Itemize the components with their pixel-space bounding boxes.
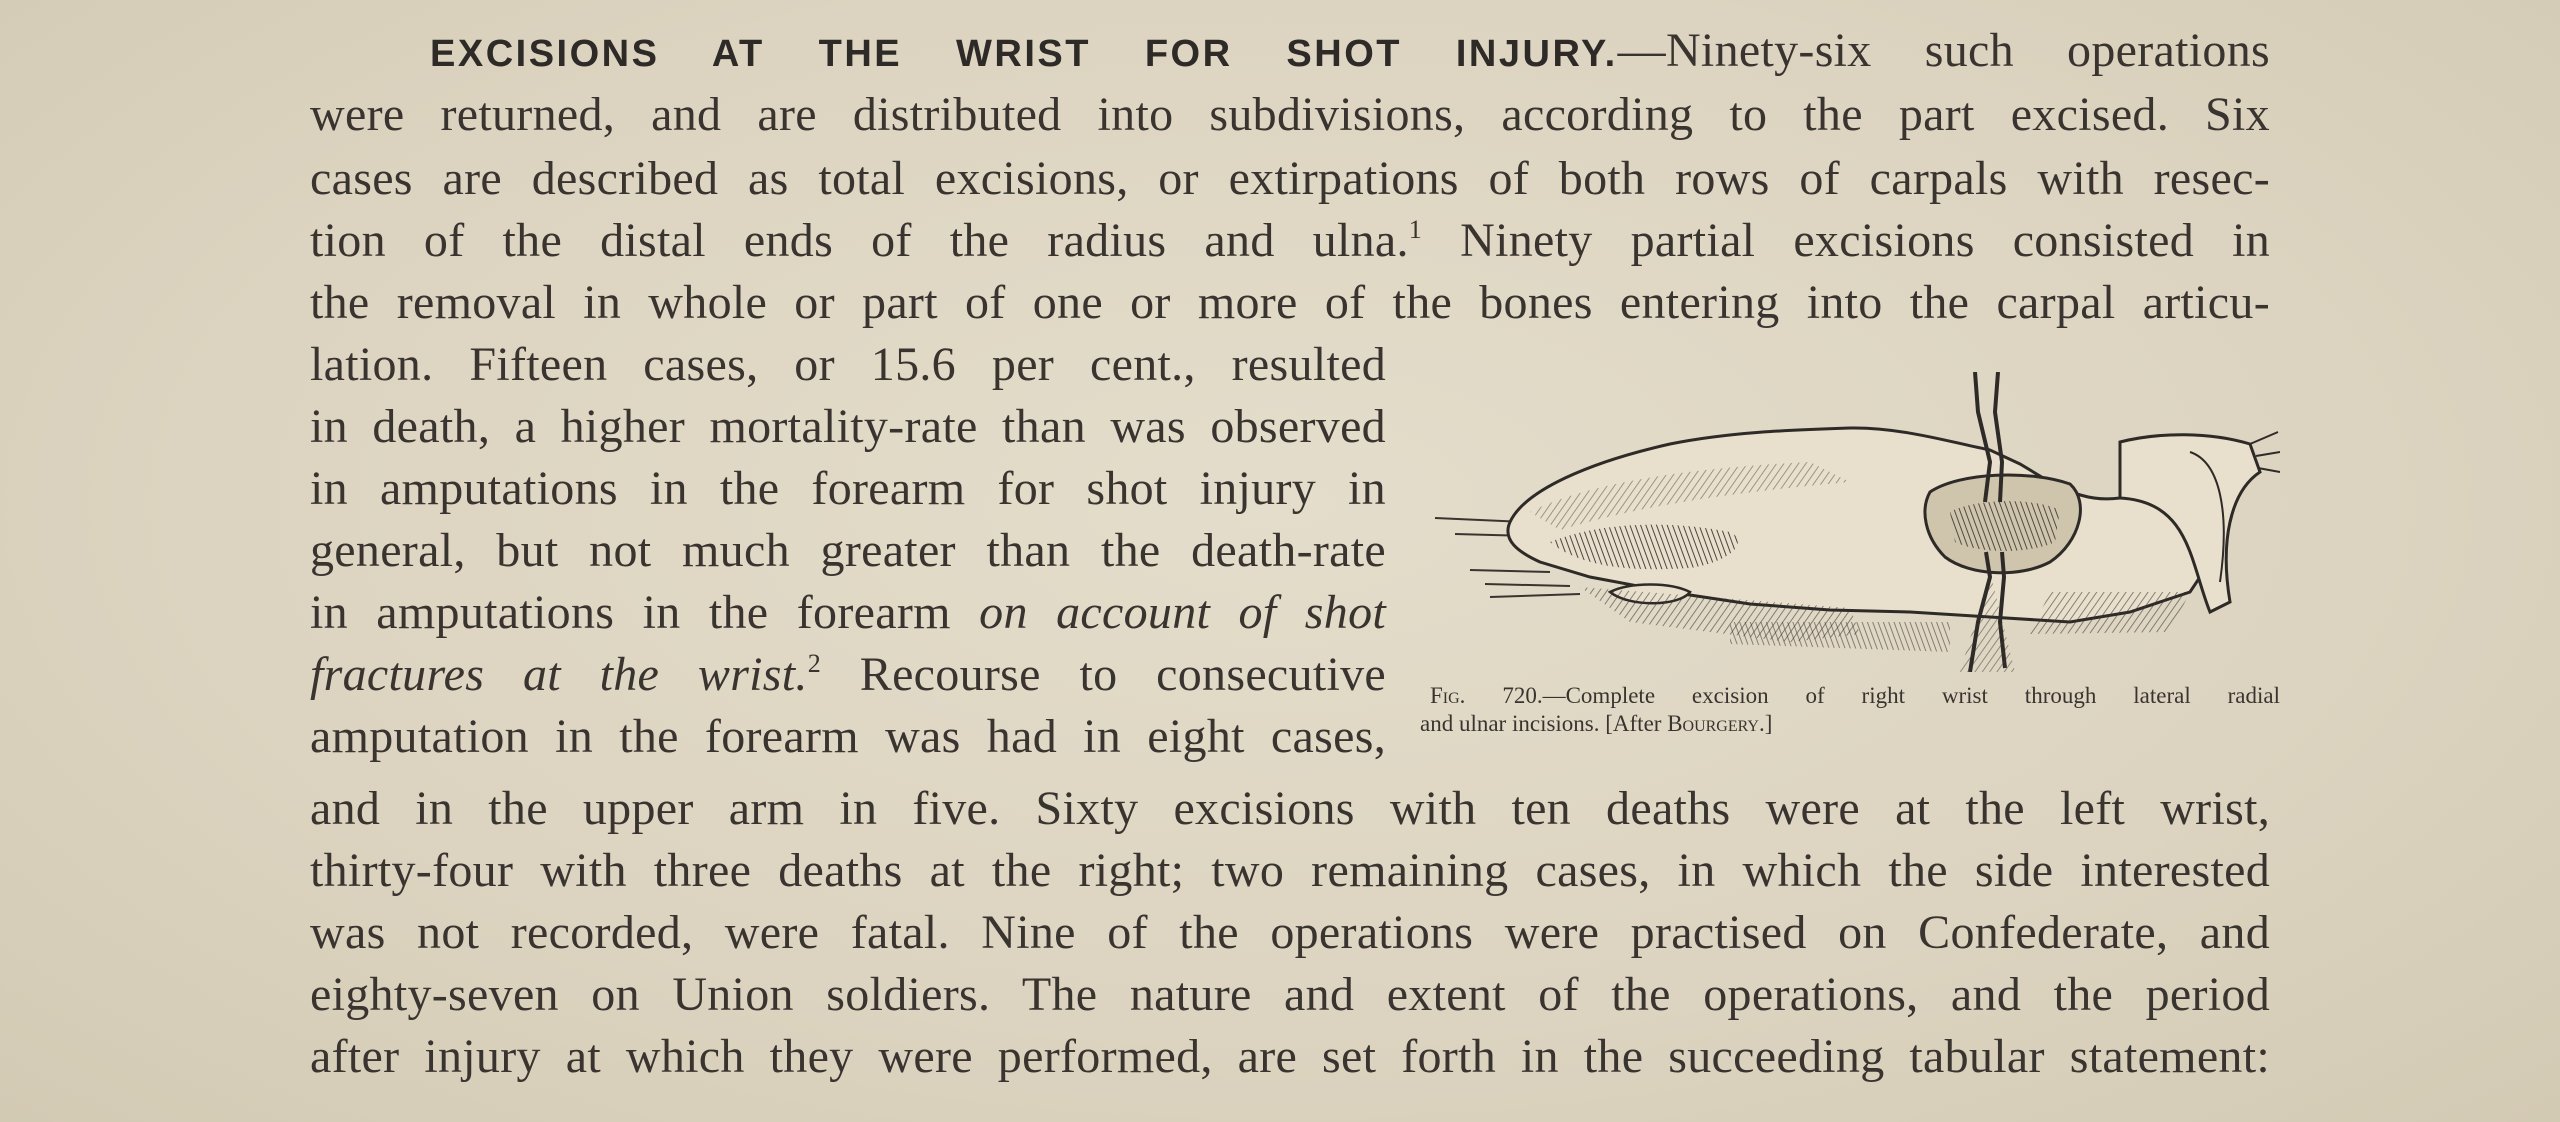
- text-line-2: were returned, and are distributed into subdivisions, according to the part excised. Six: [310, 88, 2270, 141]
- text-line-16: eighty-seven on Union soldiers. The nature and extent of the operations, and the period: [310, 968, 2270, 1021]
- text-line-14: thirty-four with three deaths at the right; two remaining cases, in which the side interested: [310, 844, 2270, 897]
- text-line-3: cases are described as total excisions, or extirpations of both rows of carpals with resec-: [310, 152, 2270, 205]
- text-line-6: lation. Fifteen cases, or 15.6 per cent., resulted: [310, 338, 1386, 391]
- figure-label: Fig. 720.: [1430, 683, 1543, 708]
- text-line-9: general, but not much greater than the death-rate: [310, 524, 1386, 577]
- caption-line-2: and ulnar incisions. [After Bourgery.]: [1420, 711, 1773, 736]
- text-line-8: in amputations in the forearm for shot injury in: [310, 462, 1386, 515]
- text-line-1: EXCISIONS AT THE WRIST FOR SHOT INJURY.—Ninety-six such operations: [430, 24, 2270, 77]
- text-line-17: after injury at which they were performed, are set forth in the succeeding tabular statement:: [310, 1030, 2270, 1083]
- footnote-ref-2[interactable]: 2: [807, 649, 822, 678]
- text-line-13: and in the upper arm in five. Sixty excisions with ten deaths were at the left wrist,: [310, 782, 2270, 835]
- caption-line-1: Fig. 720.—Complete excision of right wrist through lateral radial: [1430, 683, 2280, 708]
- section-heading: EXCISIONS AT THE WRIST FOR SHOT INJURY.: [430, 33, 1618, 75]
- text-line-5: the removal in whole or part of one or more of the bones entering into the carpal articu-: [310, 276, 2270, 329]
- footnote-ref-1[interactable]: 1: [1408, 215, 1423, 244]
- text-line-12: amputation in the forearm was had in eight cases,: [310, 710, 1386, 763]
- text-line-7: in death, a higher mortality-rate than was observed: [310, 400, 1386, 453]
- wrist-excision-illustration: [1430, 372, 2280, 672]
- text-line-10: in amputations in the forearm on account of shot: [310, 586, 1387, 639]
- figure-caption: [1420, 682, 2280, 738]
- text-line-11: fractures at the wrist.$^2$ Recourse to consecutive: [310, 648, 1387, 701]
- text-line-4: tion of the distal ends of the radius and ulna.$^1$ Ninety partial excisions consisted in: [310, 214, 2271, 267]
- text-line-15: was not recorded, were fatal. Nine of the operations were practised on Confederate, and: [310, 906, 2270, 959]
